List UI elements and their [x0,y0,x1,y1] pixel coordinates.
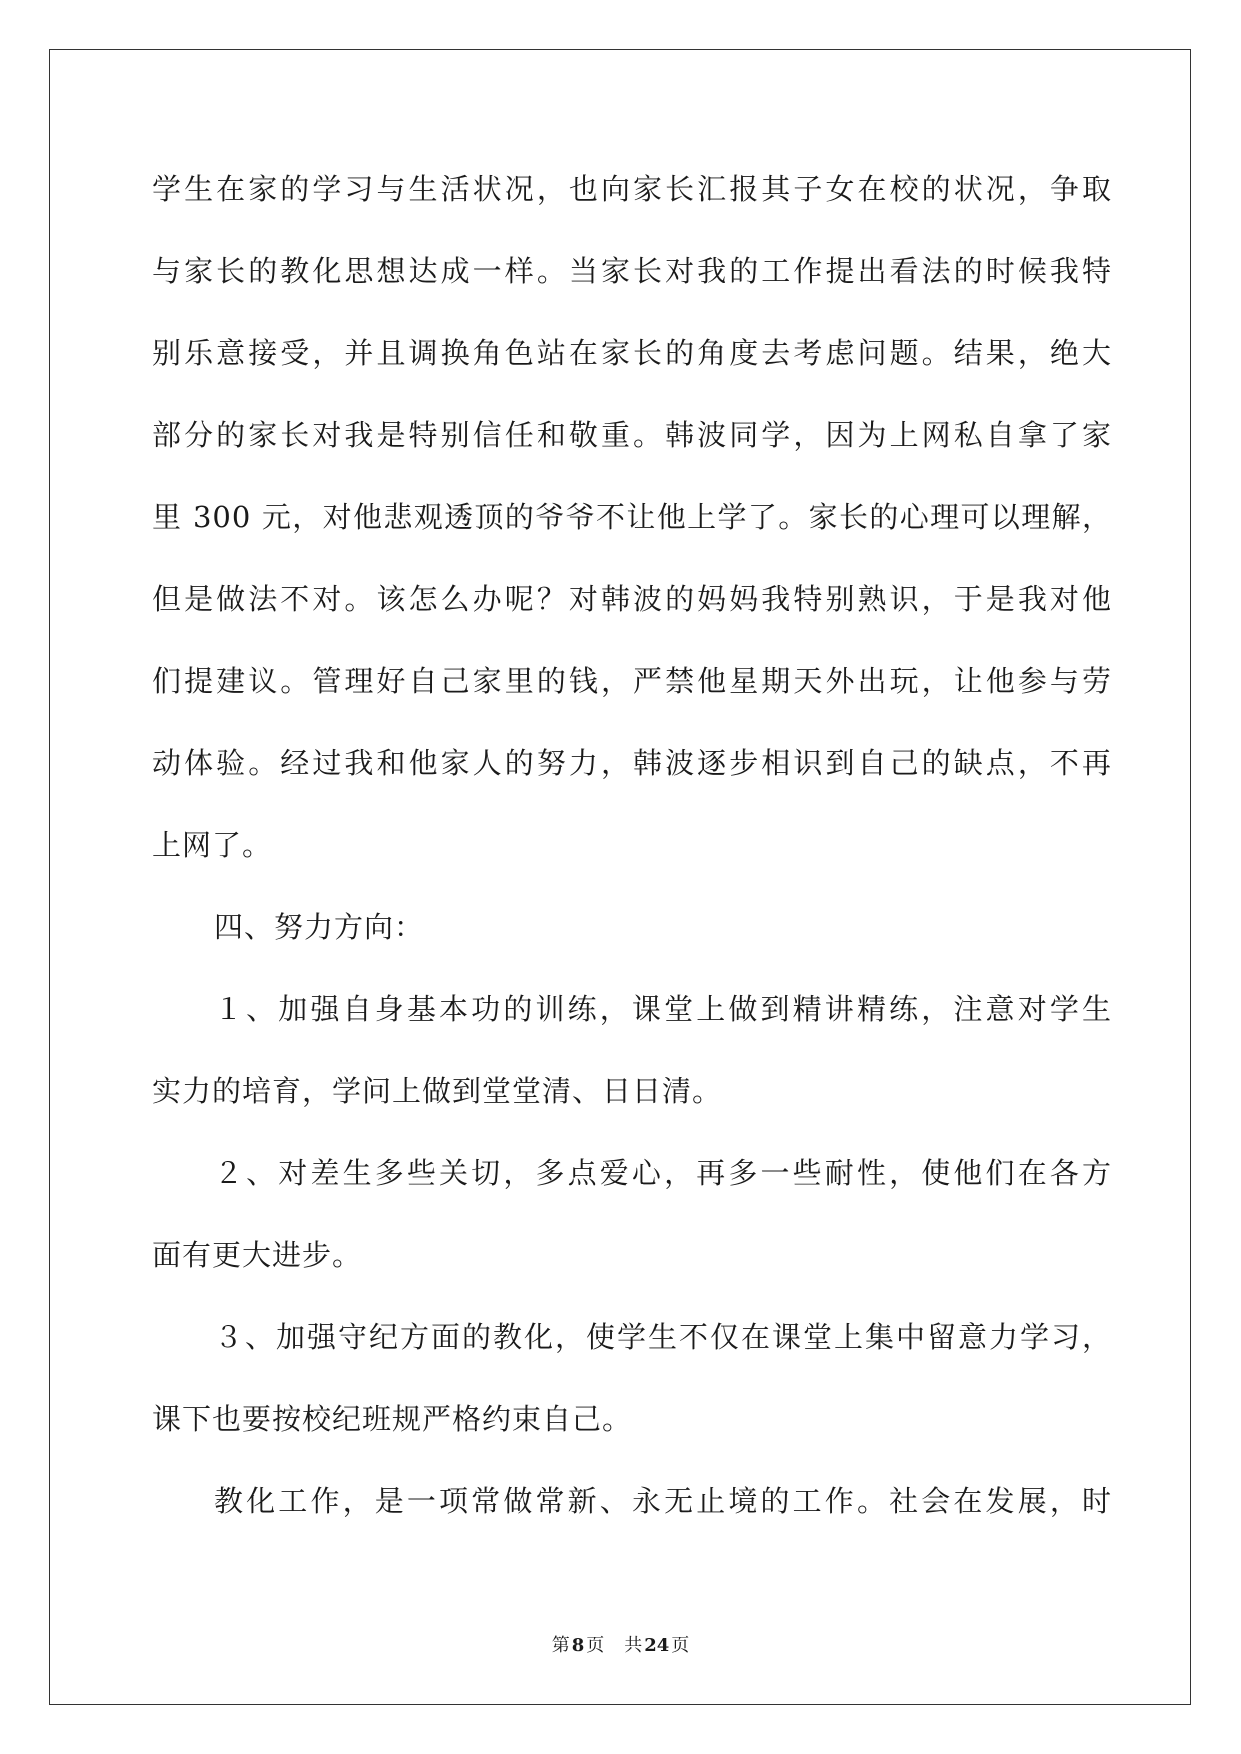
current-page-number: 8 [571,1635,585,1656]
text-line: 动体验。经过我和他家人的努力，韩波逐步相识到自己的缺点，不再 [152,746,1112,780]
text-line: 面有更大进步。 [152,1238,363,1272]
text-line: 里 300 元，对他悲观透顶的爷爷不让他上学了。家长的心理可以理解， [152,500,1112,534]
footer-total-prefix: 共 [624,1635,643,1656]
footer-page-label: 页 [586,1635,605,1656]
text-line: 课下也要按校纪班规严格约束自己。 [152,1402,633,1436]
document-body [152,162,1112,1556]
list-item: ２、对差生多些关切，多点爱心，再多一些耐性，使他们在各方 [214,1156,1112,1190]
text-line: 部分的家长对我是特别信任和敬重。韩波同学，因为上网私自拿了家 [152,418,1112,452]
list-item: ３、加强守纪方面的教化，使学生不仅在课堂上集中留意力学习， [214,1320,1112,1354]
text-line: 实力的培育，学问上做到堂堂清、日日清。 [152,1074,723,1108]
text-line: 但是做法不对。该怎么办呢？对韩波的妈妈我特别熟识，于是我对他 [152,582,1112,616]
text-line: 学生在家的学习与生活状况，也向家长汇报其子女在校的状况，争取 [152,172,1112,206]
footer-prefix: 第 [551,1635,570,1656]
text-line: 上网了。 [152,828,273,862]
text-line: 们提建议。管理好自己家里的钱，严禁他星期天外出玩，让他参与劳 [152,664,1112,698]
text-line: 别乐意接受，并且调换角色站在家长的角度去考虑问题。结果，绝大 [152,336,1112,370]
list-item: １、加强自身基本功的训练，课堂上做到精讲精练，注意对学生 [214,992,1112,1026]
text-line: 与家长的教化思想达成一样。当家长对我的工作提出看法的时候我特 [152,254,1112,288]
footer-total-label: 页 [671,1635,690,1656]
total-pages-number: 24 [644,1635,670,1656]
section-heading: 四、努力方向： [214,910,425,944]
page-footer [0,1631,1241,1657]
paragraph-start: 教化工作，是一项常做常新、永无止境的工作。社会在发展，时 [214,1484,1112,1518]
